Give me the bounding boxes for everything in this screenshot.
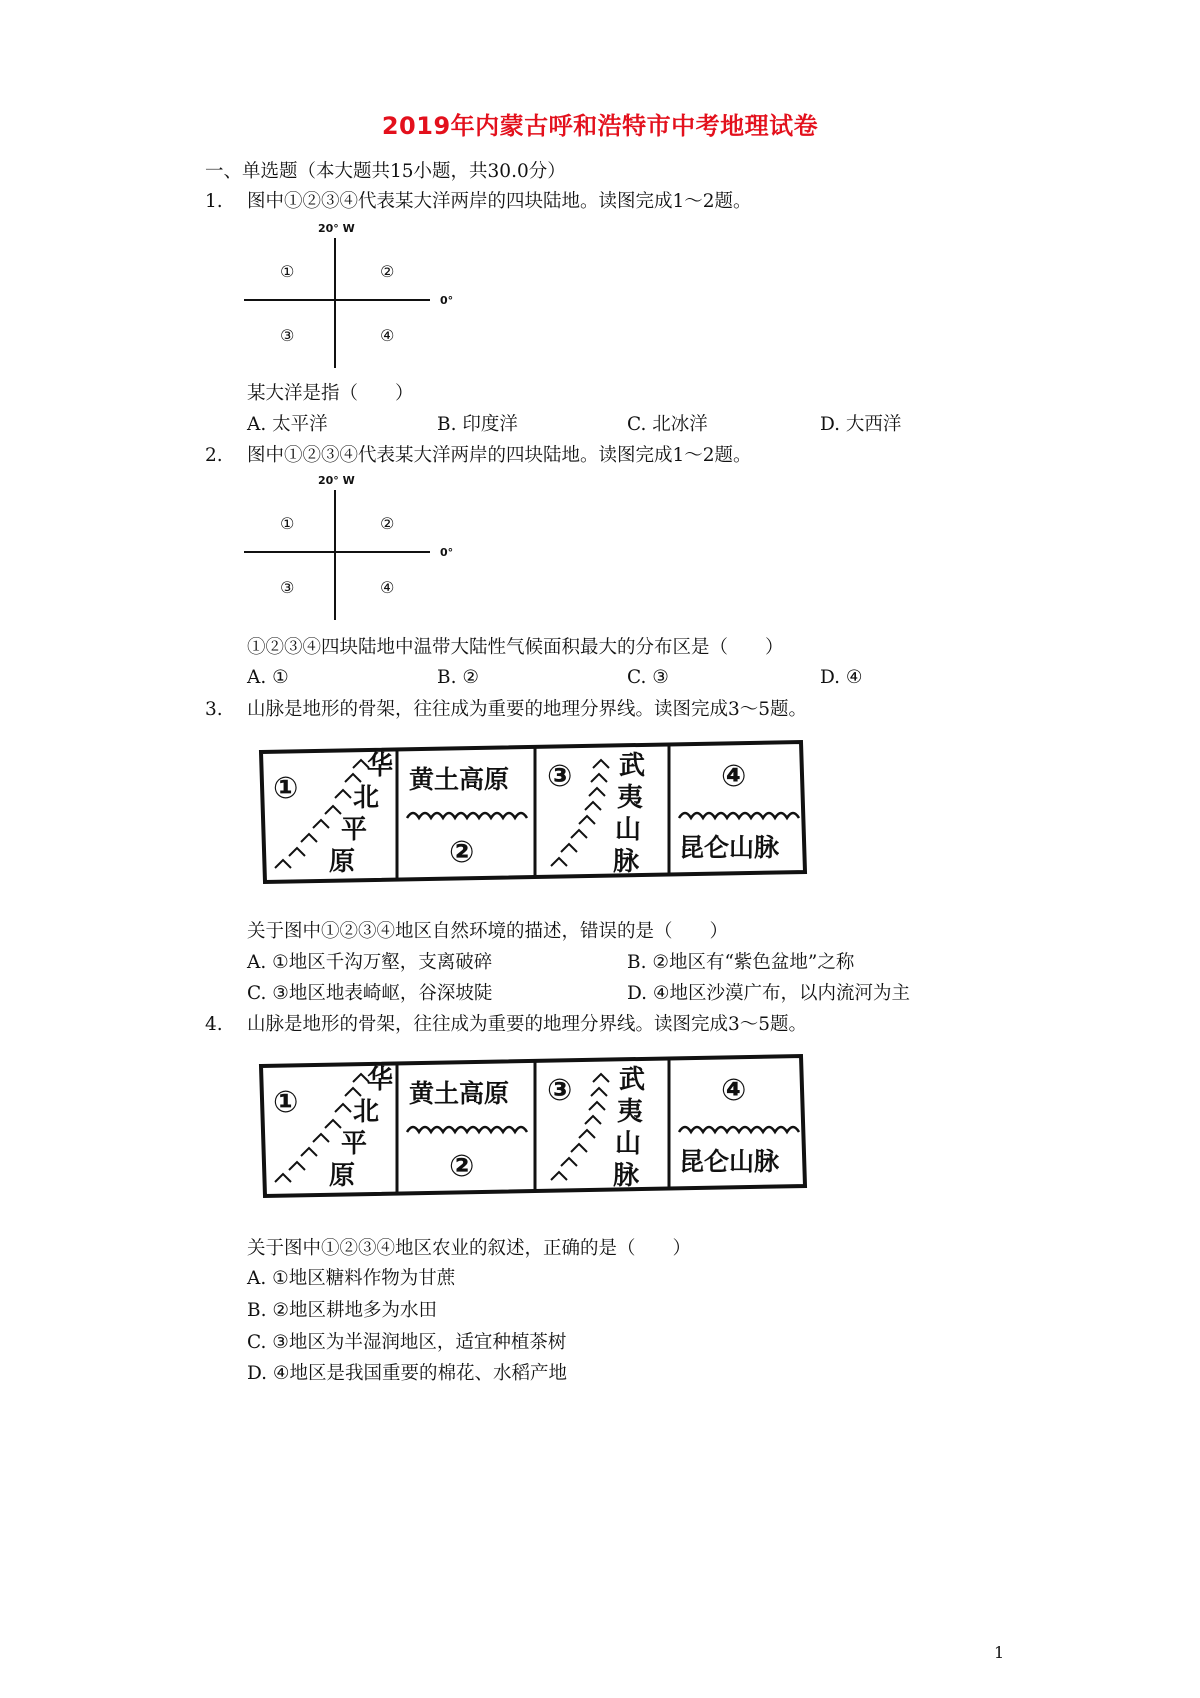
- section-heading: 一、单选题（本大题共15小题，共30.0分）: [205, 161, 566, 182]
- question-2-option-a[interactable]: A. ①: [247, 667, 289, 688]
- question-4-option-a[interactable]: A. ①地区糖料作物为甘蔗: [247, 1268, 456, 1289]
- panel-3-char-4: 脉: [613, 1161, 640, 1191]
- question-2-option-c[interactable]: C. ③: [627, 667, 669, 688]
- panel-3-char-3: 山: [615, 815, 642, 845]
- question-4-prompt: 关于图中①②③④地区农业的叙述，正确的是（ ）: [247, 1238, 692, 1259]
- land-1-label: ①: [280, 514, 295, 533]
- panel-4-name: 昆仑山脉: [679, 1147, 780, 1176]
- page-number: 1: [994, 1643, 1005, 1662]
- question-3-stem: 山脉是地形的骨架，往往成为重要的地理分界线。读图完成3～5题。: [247, 699, 808, 720]
- panel-1-char-3: 平: [341, 815, 368, 845]
- panel-1-number: ①: [273, 1085, 299, 1120]
- land-1-label: ①: [280, 262, 295, 281]
- cross-lines: [240, 472, 470, 622]
- panel-2-name: 黄土高原: [409, 765, 510, 794]
- question-2-option-b[interactable]: B. ②: [437, 667, 479, 688]
- question-3-option-b[interactable]: B. ②地区有“紫色盆地”之称: [627, 952, 855, 973]
- range-icon: [679, 813, 799, 818]
- panel-2-name: 黄土高原: [409, 1079, 510, 1108]
- panel-1-char-2: 北: [353, 783, 380, 813]
- question-1-prompt: 某大洋是指（ ）: [247, 383, 414, 404]
- meridian-label: 20° W: [318, 474, 355, 487]
- plateau-icon: [407, 813, 527, 818]
- question-3-prompt: 关于图中①②③④地区自然环境的描述，错误的是（ ）: [247, 921, 729, 942]
- panel-3-number: ③: [547, 1073, 573, 1108]
- question-1-option-d[interactable]: D. 大西洋: [820, 414, 902, 435]
- panel-1-char-1: 华: [367, 751, 394, 781]
- panel-1-char-2: 北: [353, 1097, 380, 1127]
- exam-title: 2019年内蒙古呼和浩特市中考地理试卷: [381, 112, 819, 140]
- meridian-label: 20° W: [318, 222, 355, 235]
- question-3-number: 3.: [205, 699, 223, 720]
- plateau-icon: [407, 1127, 527, 1132]
- question-2-number: 2.: [205, 445, 223, 466]
- question-2-option-d[interactable]: D. ④: [820, 667, 863, 688]
- terrain-panels-1: [255, 738, 815, 888]
- hemisphere-diagram-2: [240, 472, 470, 622]
- question-4-number: 4.: [205, 1014, 223, 1035]
- equator-label: 0°: [440, 546, 454, 559]
- panel-1-char-4: 原: [329, 847, 356, 877]
- question-1-option-a[interactable]: A. 太平洋: [247, 414, 328, 435]
- land-4-label: ④: [380, 326, 395, 345]
- question-4-option-d[interactable]: D. ④地区是我国重要的棉花、水稻产地: [247, 1363, 568, 1384]
- question-4-stem: 山脉是地形的骨架，往往成为重要的地理分界线。读图完成3～5题。: [247, 1014, 808, 1035]
- panel-4-number: ④: [721, 759, 747, 794]
- land-2-label: ②: [380, 514, 395, 533]
- panel-3-char-1: 武: [619, 751, 646, 781]
- panel-4-number: ④: [721, 1073, 747, 1108]
- panel-3-char-1: 武: [619, 1065, 646, 1095]
- panel-3-number: ③: [547, 759, 573, 794]
- land-3-label: ③: [280, 326, 295, 345]
- land-3-label: ③: [280, 578, 295, 597]
- question-1-option-b[interactable]: B. 印度洋: [437, 414, 518, 435]
- panel-1-char-1: 华: [367, 1065, 394, 1095]
- question-1-option-c[interactable]: C. 北冰洋: [627, 414, 708, 435]
- panel-3-char-2: 夷: [617, 783, 644, 813]
- question-3-option-a[interactable]: A. ①地区千沟万壑，支离破碎: [247, 952, 493, 973]
- panel-3-char-2: 夷: [617, 1097, 644, 1127]
- question-2-prompt: ①②③④四块陆地中温带大陆性气候面积最大的分布区是（ ）: [247, 637, 784, 658]
- panel-3-char-3: 山: [615, 1129, 642, 1159]
- panel-1-number: ①: [273, 771, 299, 806]
- range-icon: [679, 1127, 799, 1132]
- terrain-panels-2: [255, 1052, 815, 1202]
- panel-4-name: 昆仑山脉: [679, 833, 780, 862]
- panel-3-char-4: 脉: [613, 847, 640, 877]
- panel-2-number: ②: [449, 835, 475, 870]
- panel-1-char-4: 原: [329, 1161, 356, 1191]
- question-1-stem: 图中①②③④代表某大洋两岸的四块陆地。读图完成1～2题。: [247, 191, 752, 212]
- question-2-stem: 图中①②③④代表某大洋两岸的四块陆地。读图完成1～2题。: [247, 445, 752, 466]
- question-4-option-b[interactable]: B. ②地区耕地多为水田: [247, 1300, 437, 1321]
- question-3-option-d[interactable]: D. ④地区沙漠广布，以内流河为主: [627, 983, 911, 1004]
- hemisphere-diagram-1: [240, 220, 470, 370]
- question-4-option-c[interactable]: C. ③地区为半湿润地区，适宜种植茶树: [247, 1332, 567, 1353]
- question-1-number: 1.: [205, 191, 223, 212]
- land-2-label: ②: [380, 262, 395, 281]
- question-3-option-c[interactable]: C. ③地区地表崎岖，谷深坡陡: [247, 983, 493, 1004]
- panel-2-number: ②: [449, 1149, 475, 1184]
- panel-1-char-3: 平: [341, 1129, 368, 1159]
- equator-label: 0°: [440, 294, 454, 307]
- land-4-label: ④: [380, 578, 395, 597]
- cross-lines: [240, 220, 470, 370]
